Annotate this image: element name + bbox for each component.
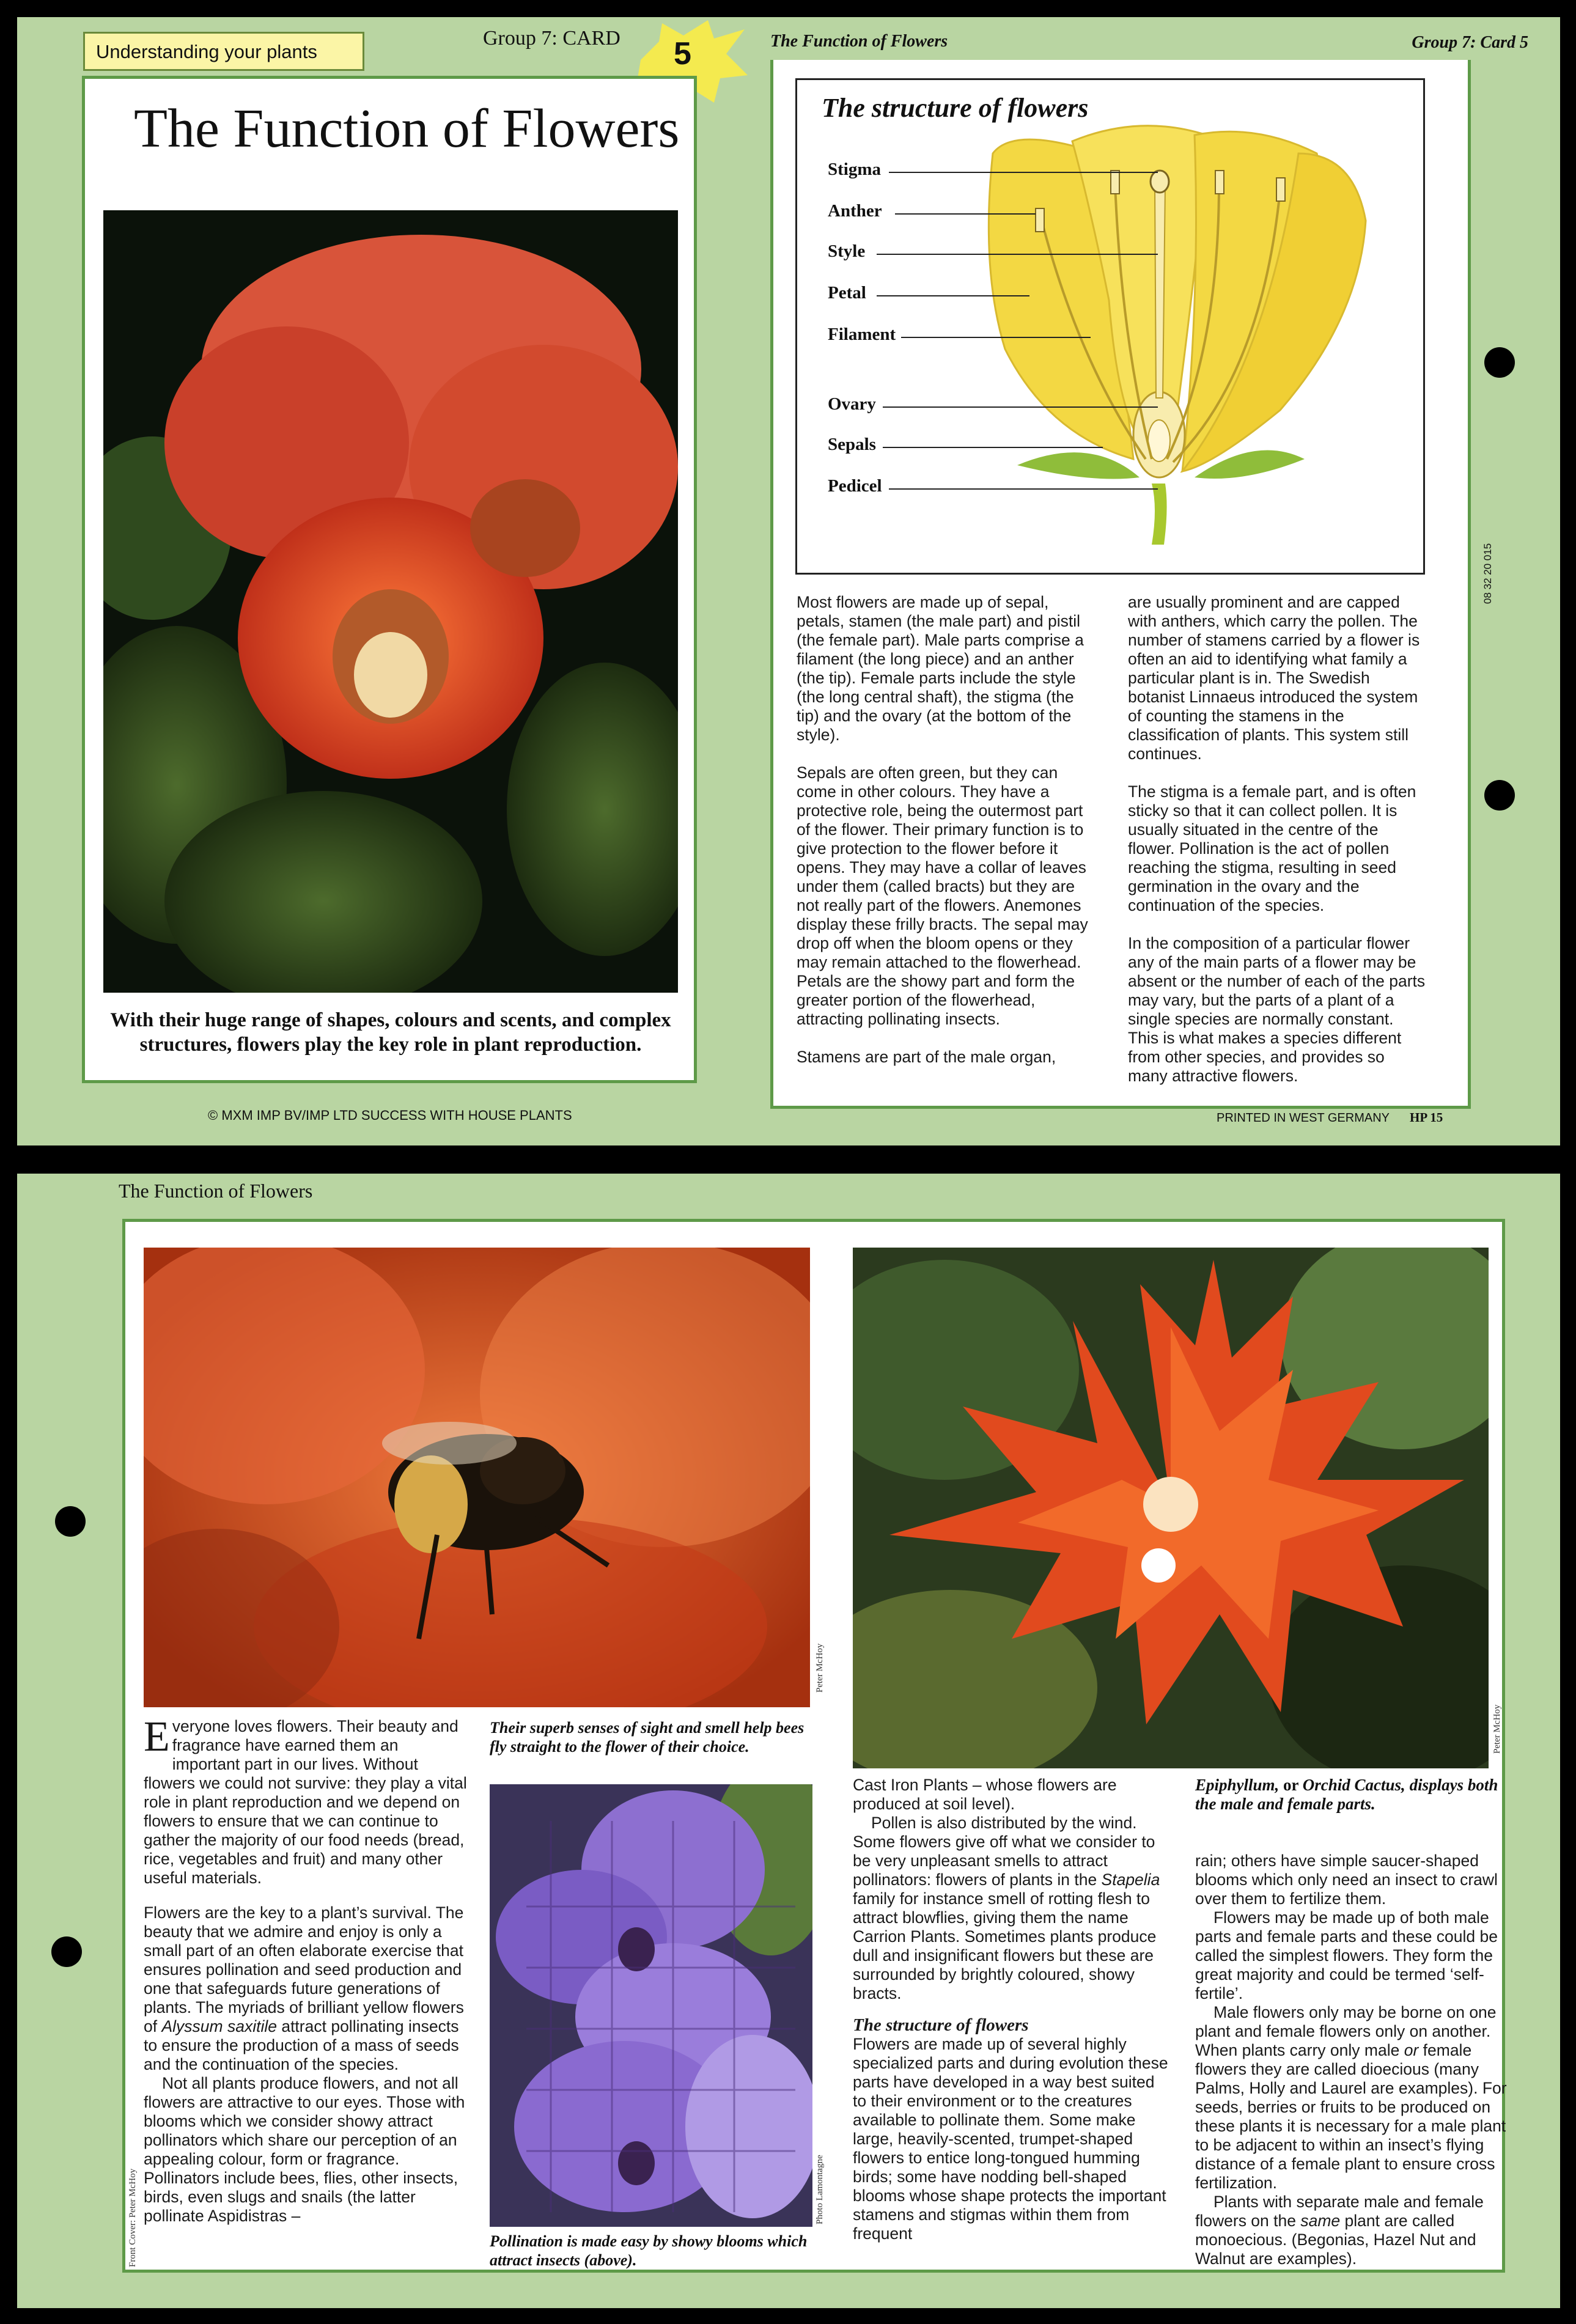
leader-line: [895, 213, 1036, 215]
diagram-label: Filament: [828, 325, 896, 344]
paragraph: Flowers may be made up of both male parts and female parts and these could be called the simplest flowers. They form the great majority and could be termed ‘self-fertile’.: [1195, 1908, 1498, 2002]
diagram-label: Pedicel: [828, 476, 882, 496]
text-run: family for instance smell of rotting flesh to attract blowflies, giving them the name Carrion Plants. Sometimes plants produce dull and insignificant flowers but these are surrounded by brightly coloured, showy bracts.: [853, 1889, 1157, 2002]
right-column: [1195, 1851, 1507, 2268]
paragraph: Cast Iron Plants – whose flowers are produced at soil level).: [853, 1776, 1117, 1813]
paragraph: [853, 1814, 1171, 2003]
paragraph: rain; others have simple saucer-shaped blooms which only need an insect to crawl over them to fertilize them.: [1195, 1851, 1498, 1908]
inside-spread: [17, 1174, 1560, 2308]
tag-label: Understanding your plants: [83, 32, 364, 71]
paragraph: [1195, 2003, 1507, 2193]
leader-line: [889, 488, 1158, 490]
diagram-label: Anther: [828, 201, 882, 221]
diagram-label: Stigma: [828, 160, 881, 179]
gloxinia-photo: [103, 210, 678, 993]
leader-line: [889, 172, 1158, 173]
text-run: Male flowers only may be borne on one plant and female flowers only on another. When plants carry only male: [1195, 2003, 1497, 2059]
punch-hole: [51, 1936, 82, 1967]
caption-text: Orchid Cactus,: [1302, 1776, 1405, 1794]
inside-frame: [122, 1219, 1505, 2273]
back-frame: [770, 60, 1471, 1109]
front-card: [17, 17, 770, 1145]
intro-text: veryone loves flowers. Their beauty and fragrance have earned them an important part in our lives. Without flowers we could not survive: they play a vital role in plant reproduction and we depend on flowers to ensure that we can continue to gather the majority of our food needs (bread, rice, vegetables and fruit) and many other useful materials.: [144, 1717, 467, 1887]
cactus-caption: [1195, 1776, 1513, 1814]
text-run: plant are called monoecious. (Begonias, Hazel Nut and Walnut are examples).: [1195, 2212, 1476, 2268]
middle-column: [853, 1776, 1171, 2243]
paragraph: are usually prominent and are capped with anthers, which carry the pollen. The number of stamens carried by a flower is often an aid to identifying what family a particular plant is in. The Swedish botanist Linnaeus introduced the system of counting the stamens in the classification of plants. This system still continues.: [1128, 593, 1420, 763]
paragraph: [1195, 2193, 1507, 2268]
paragraph: [144, 1713, 468, 1888]
leader-line: [901, 337, 1091, 338]
caption-text: or: [1279, 1776, 1303, 1794]
text-run: Alyssum saxitile: [161, 2017, 277, 2035]
photo-credit: Peter McHoy: [1492, 1704, 1502, 1754]
leader-line: [877, 254, 1158, 255]
paragraph: [144, 1903, 468, 2074]
paragraph: In the composition of a particular flower any of the main parts of a flower may be absent or the number of each of the parts may vary, but the parts of a plant of a single species are normally constant. This is what makes a species different from other species, and provides so many attractive flowers.: [1128, 934, 1426, 1085]
text-run: same: [1300, 2212, 1341, 2230]
diagram-title: The structure of flowers: [822, 93, 1089, 123]
intro-column: [144, 1713, 468, 2245]
running-title: The Function of Flowers: [770, 32, 948, 51]
text-run: or: [1404, 2041, 1419, 2059]
front-frame: [82, 76, 697, 1083]
caption-text: displays both the male and female parts.: [1195, 1776, 1498, 1813]
page-title: The Function of Flowers: [134, 98, 680, 159]
text-run: female flowers they are called dioecious (many Palms, Holly and Laurel are examples). For seeds, berries or fruits to be produced on these plants it is necessary for a male plant to be adjacent to within an insect’s flying distance of a female plant to ensure cross fertilization.: [1195, 2041, 1507, 2192]
card-number: 5: [674, 36, 691, 72]
group-card: Group 7: Card 5: [1412, 33, 1528, 52]
cactus-photo: [853, 1248, 1489, 1768]
back-column-2: [1128, 593, 1427, 1105]
photo-credit: Peter McHoy: [815, 1643, 825, 1693]
card-code: HP 15: [1410, 1110, 1443, 1125]
leader-line: [877, 295, 1029, 296]
back-column-1: [797, 593, 1090, 1086]
text-run: attract pollinating insects to ensure the production of a mass of seeds and the continuation of the species.: [144, 2017, 459, 2073]
leader-line: [883, 447, 1103, 448]
diagram-label: Petal: [828, 283, 866, 303]
inside-running-title: The Function of Flowers: [119, 1180, 313, 1202]
subhead: The structure of flowers: [853, 2015, 1029, 2035]
bee-photo: [144, 1248, 810, 1707]
diagram-label: Style: [828, 241, 866, 261]
bee-caption: Their superb senses of sight and smell help bees fly straight to the flower of their choice.: [490, 1719, 805, 1756]
paragraph: Not all plants produce flowers, and not all flowers are attractive to our eyes. Those with blooms which we consider showy attract pollinators which share our perception of an appealing colour, form or fragrance. Pollinators include bees, flies, other insects, birds, even slugs and snails (the latter pollinate Aspidistras –: [144, 2074, 465, 2225]
paragraph: Stamens are part of the male organ,: [797, 1048, 1056, 1066]
structure-diagram: [795, 78, 1425, 575]
paragraph: Sepals are often green, but they can come in other colours. They have a protective role, being the outermost part of the flower. Their primary function is to give protection to the flower before it opens. They may have a collar of leaves under them (called bracts) but they are not really part of the flowers. Anemones display these frilly bracts. The sepal may drop off when the bloom opens or they may remain attached to the flowerhead. Petals are the showy part and form the greater portion of the flowerhead, attracting pollinating insects.: [797, 763, 1088, 1028]
photo-caption: With their huge range of shapes, colours and scents, and complex structures, flowers play the key role in plant reproduction.: [110, 1009, 671, 1056]
printed-note: PRINTED IN WEST GERMANY: [1217, 1111, 1390, 1125]
punch-hole: [1484, 347, 1515, 378]
diagram-label: Sepals: [828, 435, 876, 454]
paragraph: Flowers are made up of several highly specialized parts and during evolution these parts have developed in a way best suited to their environment or to the creatures available to pollinate them. Some make large, heavily-scented, trumpet-shaped flowers to entice long-tongued humming birds; some have nodding bell-shaped blooms whose shape protects the important stamens and stigmas within them from frequent: [853, 2035, 1168, 2243]
diagram-label: Ovary: [828, 394, 876, 414]
group-label: Group 7: CARD: [483, 27, 620, 50]
caption-text: Epiphyllum,: [1195, 1776, 1280, 1794]
paragraph: The stigma is a female part, and is often sticky so that it can collect pollen. It is usually situated in the centre of the flower. Pollination is the act of pollen reaching the stigma, resulting in seed germination in the ovary and the continuation of the species.: [1128, 782, 1416, 914]
back-card: [770, 17, 1560, 1145]
photo-credit: Front Cover: Peter McHoy: [128, 2168, 138, 2267]
serial-number: 08 32 20 015: [1482, 543, 1493, 604]
leader-line: [883, 406, 1158, 408]
orchid-caption: Pollination is made easy by showy blooms which attract insects (above).: [490, 2232, 808, 2269]
paragraph: Most flowers are made up of sepal, petals, stamen (the male part) and pistil (the female part). Male parts comprise a filament (the long piece) and an anther (the tip). Female parts include the style (the long central shaft), the stigma (the tip) and the ovary (at the bottom of the style).: [797, 593, 1084, 744]
text-run: Flowers are the key to a plant’s survival. The beauty that we admire and enjoy is only a small part of an often elaborate exercise that ensures pollination and seed production and one that safeguards future generations of plants. The myriads of brilliant yellow flowers of: [144, 1903, 464, 2035]
punch-hole: [55, 1506, 86, 1537]
text-run: Pollen is also distributed by the wind. Some flowers give off what we consider to be very unpleasant smells to attract pollinators: flowers of plants in the: [853, 1814, 1155, 1889]
punch-hole: [1484, 780, 1515, 811]
text-run: Plants with separate male and female flowers on the: [1195, 2193, 1484, 2230]
photo-credit: Photo Lamontagne: [815, 2155, 825, 2224]
drop-cap: E: [144, 1713, 170, 1760]
flower-illustration: [938, 117, 1439, 545]
copyright: © MXM IMP BV/IMP LTD SUCCESS WITH HOUSE PLANTS: [208, 1108, 572, 1123]
text-run: Stapelia: [1101, 1870, 1160, 1889]
orchid-photo: [490, 1784, 812, 2227]
